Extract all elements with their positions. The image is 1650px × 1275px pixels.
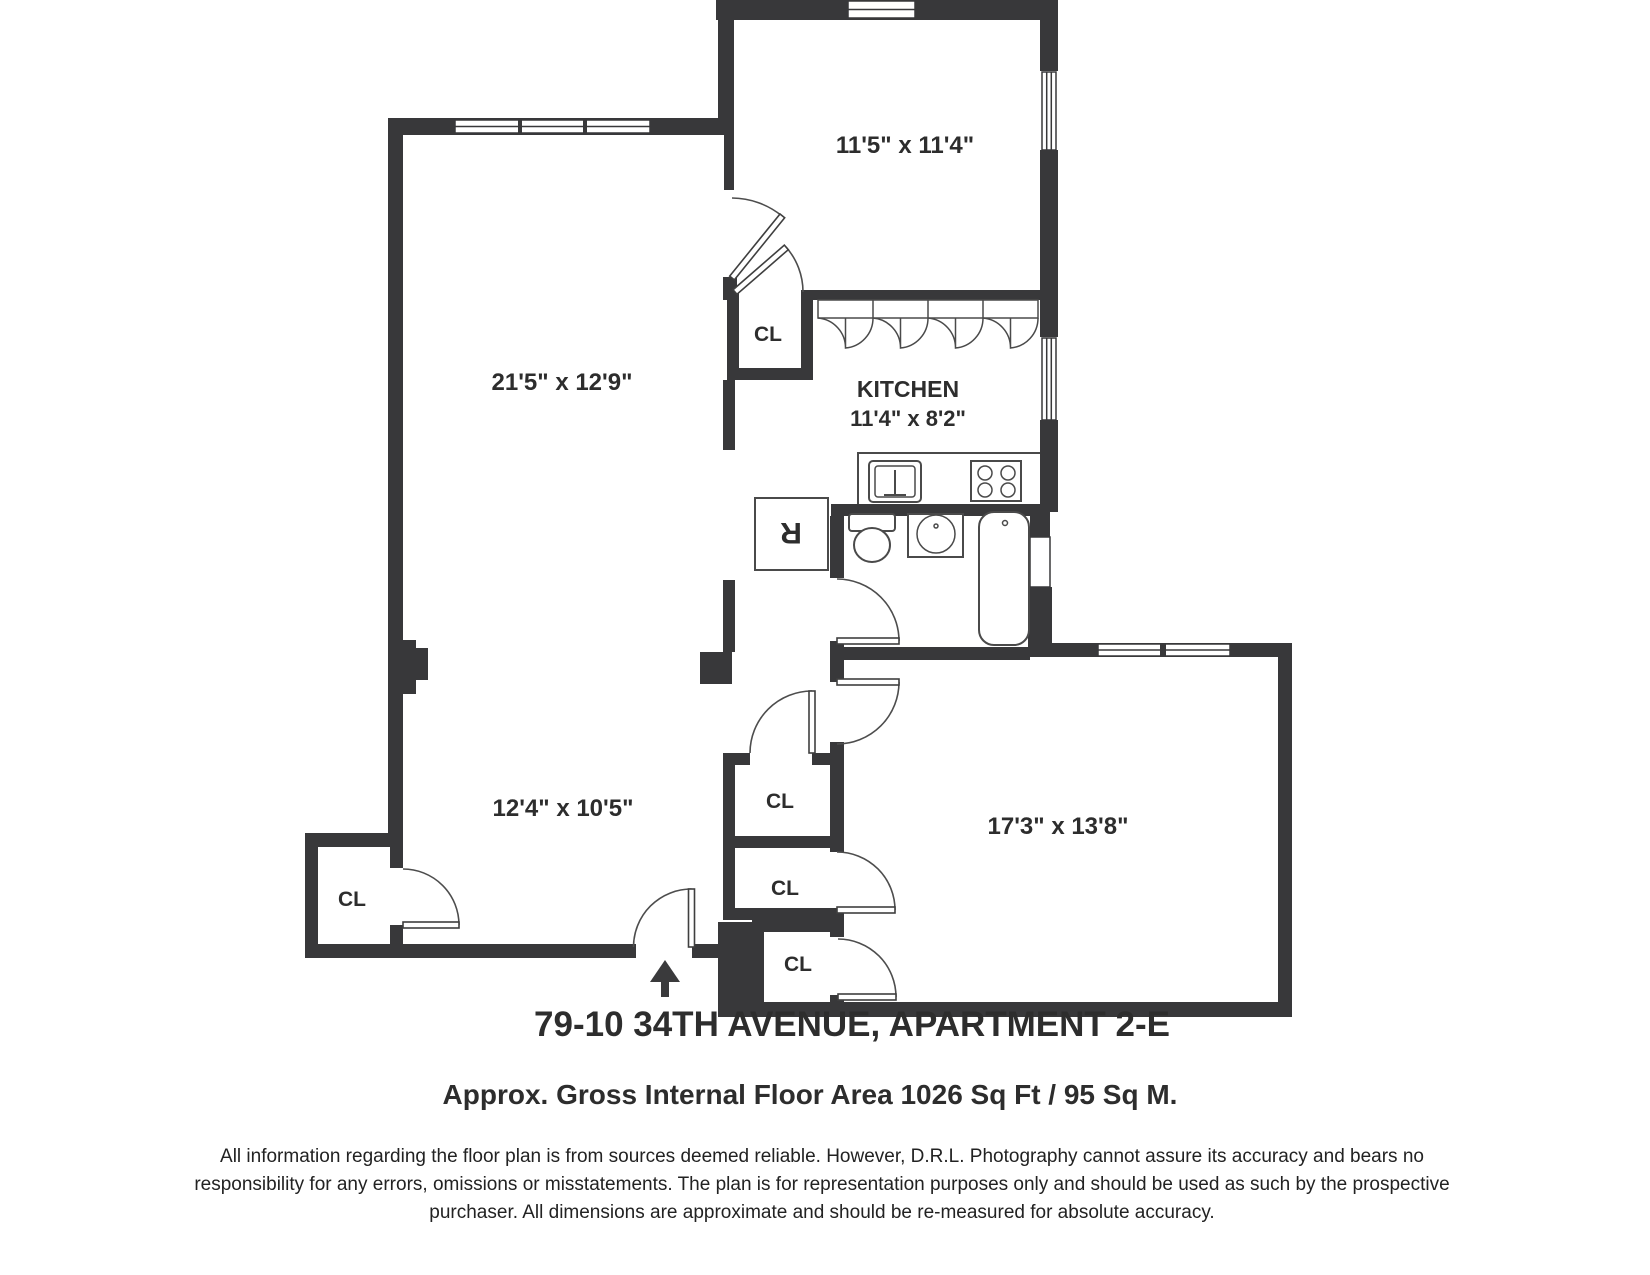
kitchen-sink [869,461,921,502]
upper-cabinets [818,300,1038,348]
closet-dining-label: CL [338,888,366,911]
bathtub [979,512,1029,645]
door-master-bedroom [837,679,899,744]
refrigerator [755,498,828,570]
window-living [455,120,650,133]
stove [971,461,1021,501]
window-bedroom-top [848,1,915,18]
toilet [849,514,895,562]
closet-3-label: CL [784,953,812,976]
address-title: 79-10 34TH AVENUE, APARTMENT 2-E [534,1005,1170,1044]
bedroom-top-dimension: 11'5" x 11'4" [835,132,975,159]
door-bedroom-top [730,198,785,280]
living-room-dimension: 21'5" x 12'9" [491,369,633,396]
master-bedroom-dimension: 17'3" x 13'8" [987,813,1129,840]
dining-room-dimension: 12'4" x 10'5" [492,795,634,822]
closet-center-label: CL [754,323,782,346]
door-closet-2 [837,852,895,913]
entry-arrow-icon [650,960,680,997]
closet-2-label: CL [771,877,799,900]
disclaimer-line-3: purchaser. All dimensions are approximate and should be re-measured for absolute accuracy. [429,1202,1215,1223]
refrigerator-label: R [780,516,802,549]
upper-cabinets-scallops [818,318,1038,348]
door-entry [634,889,695,947]
kitchen-dimension: 11'4" x 8'2" [850,406,966,431]
window-kitchen-right [1042,338,1056,420]
bathroom-sink [908,514,963,557]
window-master-bedroom [1098,644,1230,656]
window-bedroom-right [1042,72,1056,150]
floor-area-line: Approx. Gross Internal Floor Area 1026 Sq Ft / 95 Sq M. [442,1079,1178,1110]
kitchen-label: KITCHEN [856,376,960,402]
window-bathroom [1030,537,1050,587]
door-closet-1 [750,691,815,753]
disclaimer-line-1: All information regarding the floor plan is from sources deemed reliable. However, D.R.L. Photography cannot assure its accuracy and bears no [220,1146,1424,1167]
door-bathroom [837,579,899,644]
disclaimer-line-2: responsibility for any errors, omissions or misstatements. The plan is for representation purposes only and should be used as such by the prospective [194,1174,1450,1195]
closet-1-label: CL [766,790,794,813]
door-closet-dining [403,869,459,928]
door-closet-3 [838,939,896,1000]
